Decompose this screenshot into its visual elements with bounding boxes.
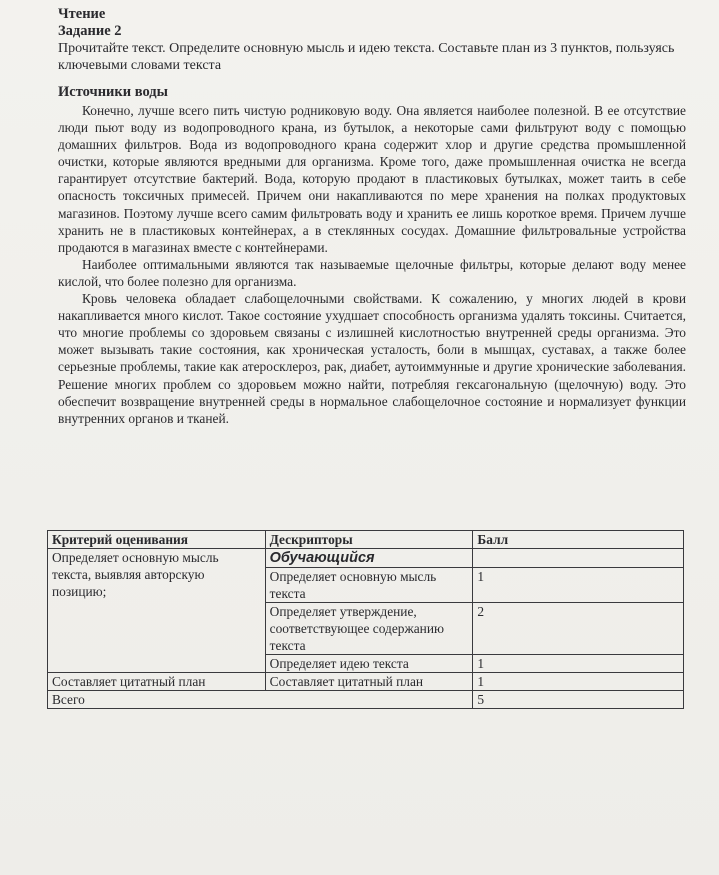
table-header-row <box>48 531 684 549</box>
descriptor-cell: Определяет утверждение, соответствующее содержанию текста <box>265 603 473 655</box>
subheader-label: Обучающийся <box>269 550 375 566</box>
score-cell: 1 <box>473 655 684 673</box>
header-score: Балл <box>473 531 684 549</box>
header-descriptors: Дескрипторы <box>265 531 473 549</box>
descriptor-cell: Определяет идею текста <box>265 655 473 673</box>
text-paragraph-3: Кровь человека обладает слабощелочными свойствами. К сожалению, у многих людей в крови накапливается много кислот. Такое состояние ухудшает способность организма удалять токсины. Считается, что многие проблемы со здоровьем связаны с излишней кислотностью внутренней среды организма. Это может вызывать такие состояния, как хроническая усталость, боли в мышцах, суставах, а также более серьезные проблемы, такие как атеросклероз, рак, диабет, аутоиммунные и другие хронические заболевания. Решение многих проблем со здоровьем можно найти, потребляя гексагональную (щелочную) воду. Это обеспечит возвращение внутренней среды в нормальное слабощелочное состояние и нормализует функции внутренних органов и тканей. <box>58 291 686 426</box>
table-row <box>48 673 684 691</box>
criterion-1-cell: Определяет основную мысль текста, выявляя авторскую позицию; <box>48 549 266 673</box>
subheader-score-empty <box>473 549 684 568</box>
score-cell: 2 <box>473 603 684 655</box>
text-paragraph-2: Наиболее оптимальными являются так называемые щелочные фильтры, которые делают воду менее кислой, что более полезно для организма. <box>58 256 686 289</box>
table-row <box>48 549 684 568</box>
total-score: 5 <box>473 691 684 709</box>
task-number: Задание 2 <box>58 23 122 39</box>
subheader-learner <box>265 549 473 568</box>
assessment-table <box>47 530 684 709</box>
criterion-2-cell: Составляет цитатный план <box>48 673 266 691</box>
score-cell: 1 <box>473 568 684 603</box>
descriptor-cell: Составляет цитатный план <box>265 673 473 691</box>
subject-heading: Чтение <box>58 6 106 22</box>
document-content <box>58 6 686 427</box>
total-label: Всего <box>48 691 473 709</box>
text-title: Источники воды <box>58 84 168 100</box>
descriptor-cell: Определяет основную мысль текста <box>265 568 473 603</box>
task-instructions: Прочитайте текст. Определите основную мысль и идею текста. Составьте план из 3 пунктов, пользуясь ключевыми словами текста <box>58 41 675 73</box>
text-paragraph-1: Конечно, лучше всего пить чистую родниковую воду. Она является наиболее полезной. В ее отсутствие люди пьют воду из водопроводного крана, из бутылок, а некоторые сами фильтруют воду с помощью домашних фильтров. Вода из водопроводного крана содержит хлор и другие средства промышленной очистки, которые являются вредными для организма. Кроме того, даже промышленная очистка не всегда гарантирует отсутствие бактерий. Вода, которую продают в пластиковых бутылках, может таить в себе опасность токсичных примесей. Причем они накапливаются по мере хранения на полках продуктовых магазинов. Поэтому лучше всего самим фильтровать воду и хранить ее лишь короткое время. Причем лучше хранить не в пластиковых контейнерах, а в стеклянных сосудах. Домашние фильтровальные устройства продаются в магазинах вместе с контейнерами. <box>58 103 686 255</box>
table-total-row <box>48 691 684 709</box>
score-cell: 1 <box>473 673 684 691</box>
header-criterion: Критерий оценивания <box>48 531 266 549</box>
